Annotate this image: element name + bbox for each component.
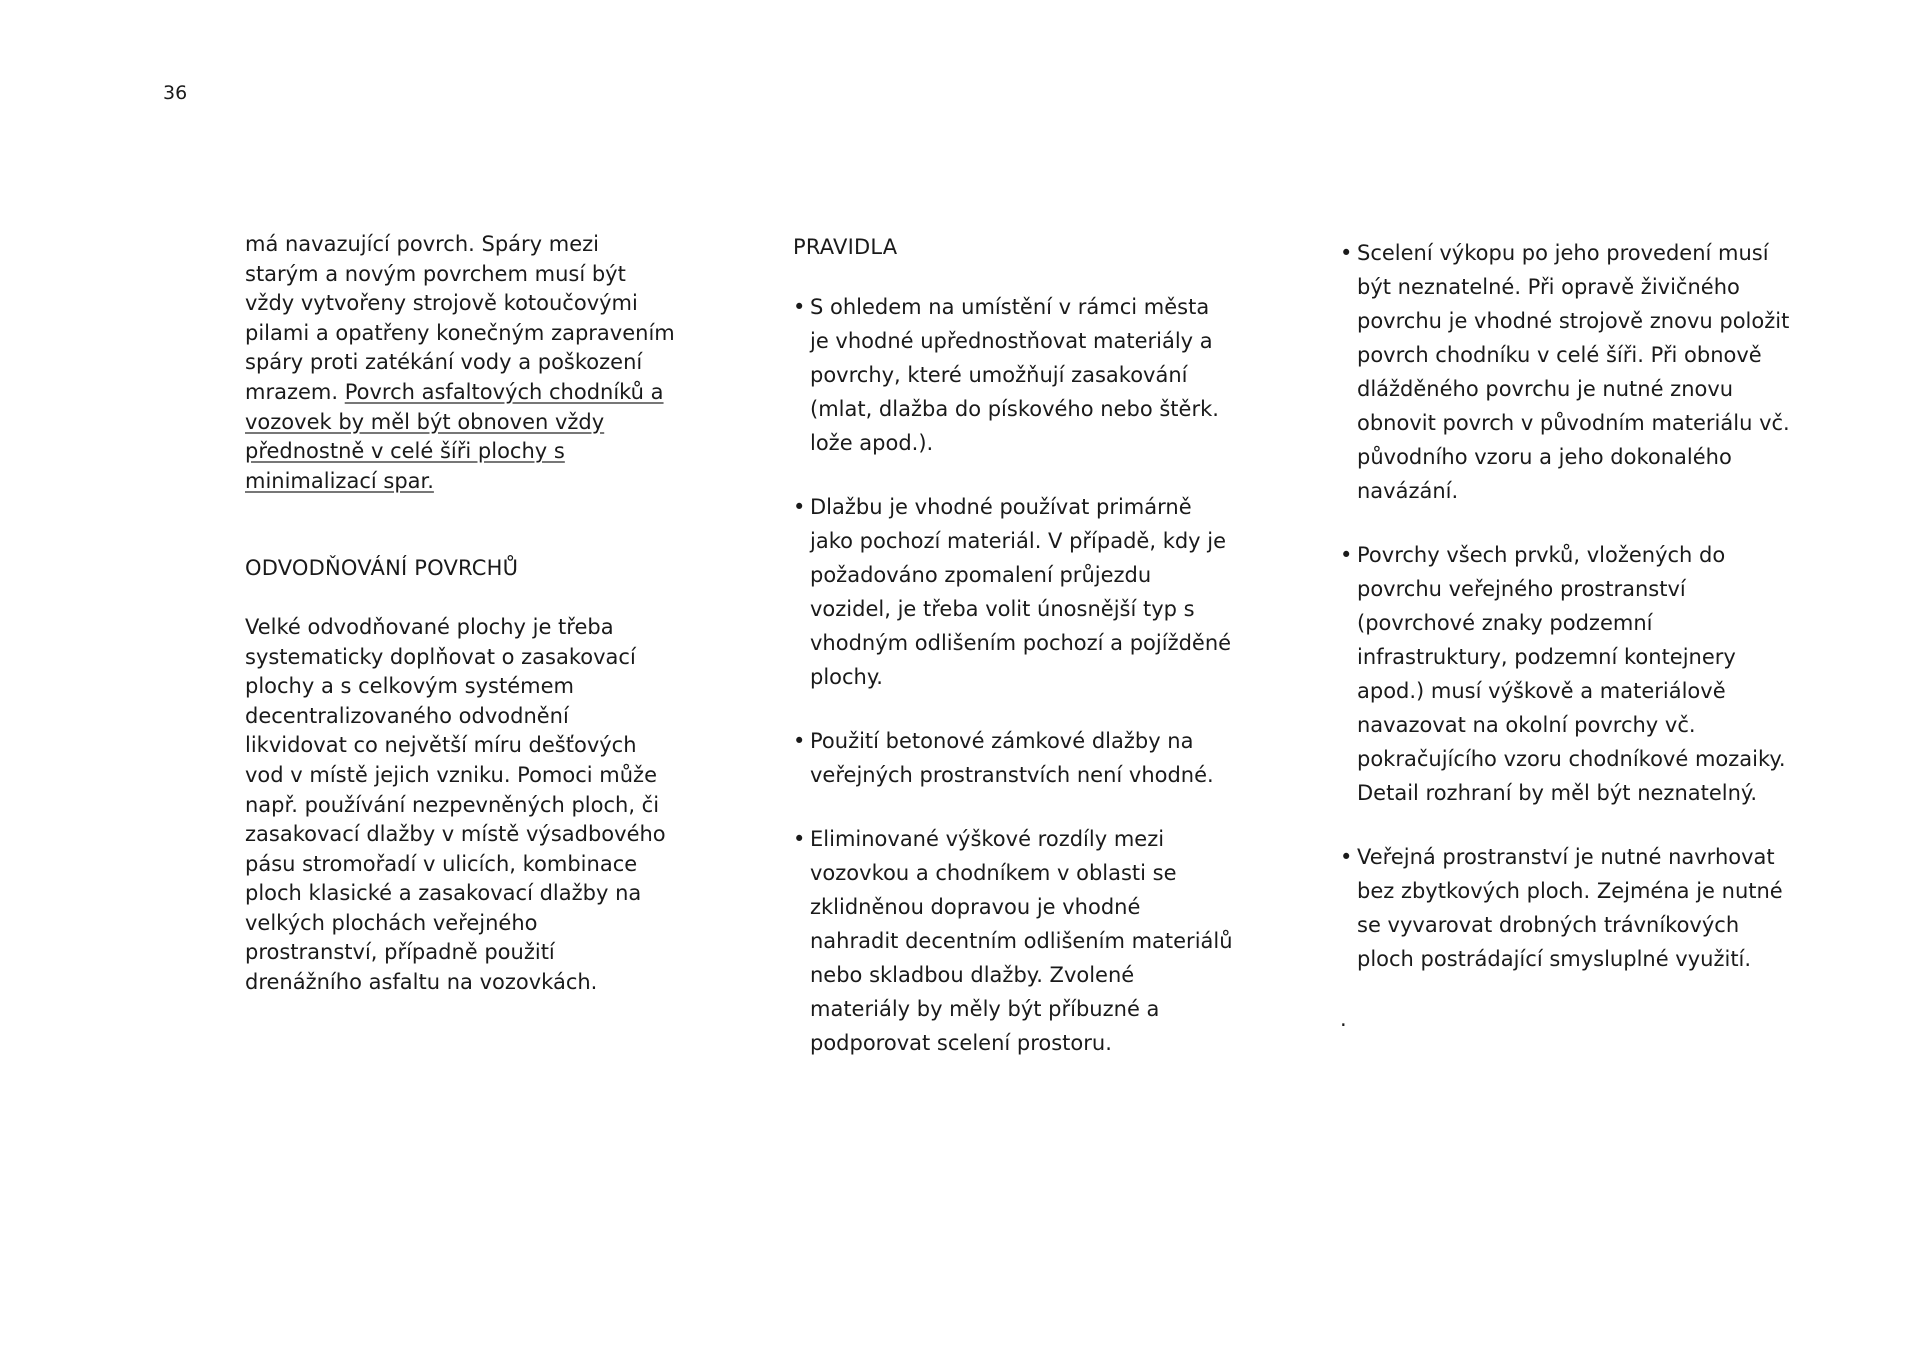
section-heading-rules: PRAVIDLA <box>793 235 898 259</box>
list-item-text: Eliminované výškové rozdíly mezi vozovkou a chodníkem v oblasti se zklidněnou dopravou je vhodné nahradit decentním odlišením materiálů nebo skladbou dlažby. Zvolené materiály by měly být příbuzné a podporovat scelení prostoru. <box>810 827 1233 1055</box>
paragraph-text: má navazující povrch. Spáry mezi starým a novým povrchem musí být vždy vytvořeny strojově kotoučovými pilami a opatřeny konečným zapravením spáry proti zatékání vody a poškození mrazem. <box>245 232 675 404</box>
bullet-icon: • <box>1340 543 1353 567</box>
bullet-icon: • <box>1340 845 1353 869</box>
list-item <box>793 822 1233 1060</box>
list-item <box>1340 840 1790 976</box>
column-3 <box>1340 236 1790 1036</box>
list-item-text: Použití betonové zámkové dlažby na veřejných prostranstvích není vhodné. <box>810 729 1214 787</box>
bullet-icon: • <box>793 827 806 851</box>
list-item-text: Scelení výkopu po jeho provedení musí být neznatelné. Při opravě živičného povrchu je vhodné strojově znovu položit povrch chodníku v celé šíři. Při obnově dlážděného povrchu je nutné znovu obnovit povrch v původním materiálu vč. původního vzoru a jeho dokonalého navázání. <box>1357 241 1790 503</box>
list-item-text: Veřejná prostranství je nutné navrhovat bez zbytkových ploch. Zejména je nutné se vyvarovat drobných trávníkových ploch postrádající smysluplné využití. <box>1357 845 1783 971</box>
bullet-icon: • <box>793 295 806 319</box>
trailing-text: . <box>1340 1007 1347 1031</box>
list-item <box>793 290 1233 460</box>
list-item-text: Dlažbu je vhodné používat primárně jako pochozí materiál. V případě, kdy je požadováno zpomalení průjezdu vozidel, je třeba volit únosnější typ s vhodným odlišením pochozí a pojížděné plochy. <box>810 495 1232 689</box>
list-item-text: S ohledem na umístění v rámci města je vhodné upřednostňovat materiály a povrchy, které umožňují zasakování (mlat, dlažba do pískového nebo štěrk. lože apod.). <box>810 295 1219 455</box>
section-heading-drainage: ODVODŇOVÁNÍ POVRCHŮ <box>245 556 519 581</box>
list-item <box>793 724 1233 792</box>
paragraph-joints <box>245 230 675 496</box>
column-1 <box>245 230 675 998</box>
bullet-icon: • <box>793 495 806 519</box>
list-item <box>1340 538 1790 810</box>
bullet-icon: • <box>793 729 806 753</box>
page-number: 36 <box>163 82 188 104</box>
list-item <box>793 490 1233 694</box>
list-item-text: Povrchy všech prvků, vložených do povrchu veřejného prostranství (povrchové znaky podzemní infrastruktury, podzemní kontejnery apod.) musí výškově a materiálově navazovat na okolní povrchy vč. pokračujícího vzoru chodníkové mozaiky. Detail rozhraní by měl být neznatelný. <box>1357 543 1786 805</box>
bullet-icon: • <box>1340 241 1353 265</box>
column-2 <box>793 230 1233 1090</box>
list-item <box>1340 236 1790 508</box>
rules-list-continued <box>1340 236 1790 976</box>
underlined-text: Povrch asfaltových chodníků a vozovek by měl být obnoven vždy přednostně v celé šíři plochy s minimalizací spar. <box>245 379 664 493</box>
rules-list <box>793 290 1233 1060</box>
paragraph-drainage: Velké odvodňované plochy je třeba systematicky doplňovat o zasakovací plochy a s celkovým systémem decentralizovaného odvodnění likvidovat co největší míru dešťových vod v místě jejich vzniku. Pomoci může např. používání nezpevněných ploch, či zasakovací dlažby v místě výsadbového pásu stromořadí v ulicích, kombinace ploch klasické a zasakovací dlažby na velkých plochách veřejného prostranství, případně použití drenážního asfaltu na vozovkách. <box>245 614 666 995</box>
